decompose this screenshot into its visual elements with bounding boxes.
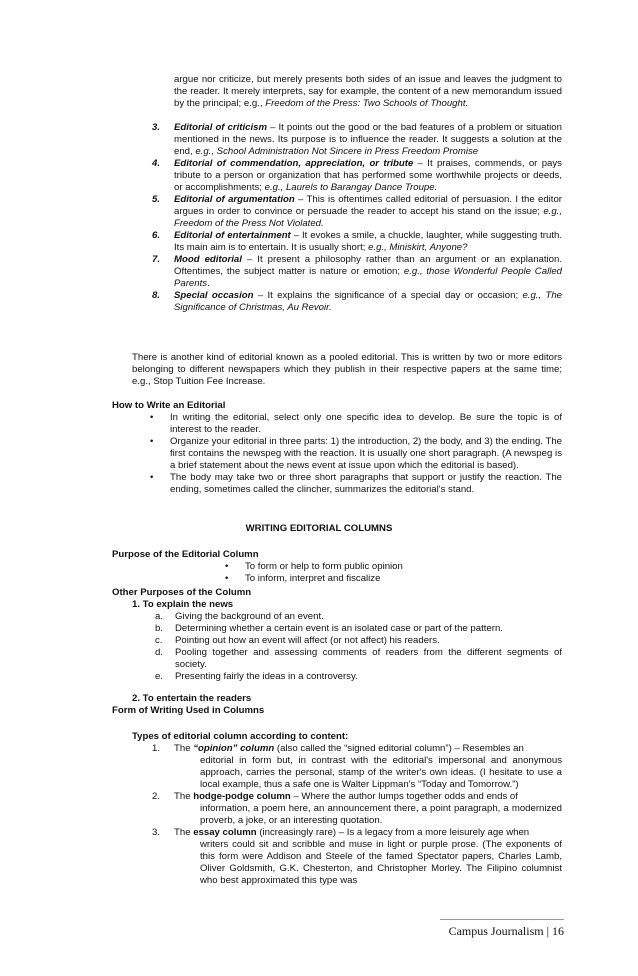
item-title: Editorial of commendation, appreciation, or tribute xyxy=(174,158,414,169)
item-text: information, a poem here, an announcement there, a point paragraph, a modernized proverb, a joke, or an interesting quotation. xyxy=(200,803,562,826)
item-example: e.g., Freedom of the Press Not Violated. xyxy=(174,206,562,229)
other-purposes-heading: Other Purposes of the Column xyxy=(112,587,252,598)
bullet-icon: • xyxy=(150,472,154,483)
purpose-list xyxy=(225,561,525,585)
item-letter: b. xyxy=(155,623,164,634)
item-letter: a. xyxy=(155,611,164,622)
item-text: – It explains the significance of a special day or occasion; xyxy=(253,290,523,301)
item-title: hodge-podge column xyxy=(193,791,291,802)
item-text: Pooling together and assessing comments of readers from the different segments of society. xyxy=(175,647,562,670)
types-heading: Types of editorial column according to content: xyxy=(132,731,349,742)
purpose-heading: Purpose of the Editorial Column xyxy=(112,549,259,560)
intro-example: Freedom of the Press: Two Schools of Thought. xyxy=(265,98,469,109)
list-item xyxy=(152,743,562,791)
list-item xyxy=(150,436,562,472)
item-text: writers could sit and scribble and muse in light or purple prose. (The exponents of this form were Addison and Steele of the famed Spectator papers, Charles Lamb, Oliver Goldsmith, G.K. Chesterton, and Christopher Morley. The Filipino columnist who best approximated this type was xyxy=(200,839,562,886)
item-title: essay column xyxy=(193,827,257,838)
list-item xyxy=(152,194,562,230)
item-number: 8. xyxy=(152,290,161,301)
item-letter: d. xyxy=(155,647,164,658)
item-text: – It present a philosophy rather than an argument or an explanation. Oftentimes, the subject matter is nature or emotion; xyxy=(174,254,562,277)
item-pre: The xyxy=(174,743,194,754)
list-item xyxy=(150,412,562,436)
item-number: 4. xyxy=(152,158,161,169)
item-text: editorial in form but, in contrast with the editorial's impersonal and anonymous approach, carries the personal, stamp of the writer's own ideas. (I hesitate to use a local example, thus a safe one is Walter Lippman's “Today and Tomorrow.”) xyxy=(200,755,562,790)
entertain-heading: 2. To entertain the readers xyxy=(132,693,252,704)
list-item xyxy=(155,635,562,647)
list-item xyxy=(155,623,562,635)
item-number: 3. xyxy=(152,122,161,133)
section-title: WRITING EDITORIAL COLUMNS xyxy=(245,523,393,534)
column-types-list xyxy=(152,743,562,887)
how-to-write-heading: How to Write an Editorial xyxy=(112,400,226,411)
item-title: “opinion” column xyxy=(193,743,275,754)
item-example: e.g., Miniskirt, Anyone? xyxy=(368,242,468,253)
list-item xyxy=(152,290,562,314)
item-text: Pointing out how an event will affect (or not affect) his readers. xyxy=(175,635,440,646)
item-title: Editorial of criticism xyxy=(174,122,268,133)
item-text: – It praises, commends, or pays tribute to a person or organization that has performed some worthwhile projects or deeds, or accomplishments; xyxy=(174,158,562,193)
item-letter: e. xyxy=(155,671,164,682)
item-pre: The xyxy=(174,827,194,838)
item-number: 6. xyxy=(152,230,161,241)
item-letter: c. xyxy=(155,635,163,646)
item-title: Special occasion xyxy=(174,290,254,301)
bullet-icon: • xyxy=(150,436,154,447)
list-item xyxy=(152,230,562,254)
explain-news-heading: 1. To explain the news xyxy=(132,599,234,610)
item-text: To inform, interpret and fiscalize xyxy=(245,573,381,584)
item-example: e.g., Laurels to Barangay Dance Troupe. xyxy=(264,182,438,193)
item-text: To form or help to form public opinion xyxy=(245,561,403,572)
form-of-writing-heading: Form of Writing Used in Columns xyxy=(112,705,265,716)
item-text: – It evokes a smile, a chuckle, laughter, while suggesting truth. Its main aim is to entertain. It is usually short; xyxy=(174,230,562,253)
item-text: Presenting fairly the ideas in a controversy. xyxy=(175,671,358,682)
item-number: 5. xyxy=(152,194,161,205)
bullet-icon: • xyxy=(225,573,229,584)
item-text: The body may take two or three short paragraphs that support or justify the reaction. The ending, sometimes called the clincher, summarizes the editorial's stand. xyxy=(170,472,562,495)
item-title: Editorial of argumentation xyxy=(174,194,295,205)
item-text-first: (increasingly rare) – Is a legacy from a more leisurely age when xyxy=(256,827,530,838)
pooled-editorial-paragraph: There is another kind of editorial known as a pooled editorial. This is written by two or more editors belonging to different newspapers which they publish in their respective papers at the same time; e.g., Stop Tuition Fee Increase. xyxy=(132,352,562,387)
item-example: e.g., School Administration Not Sincere in Press Freedom Promise xyxy=(195,146,479,157)
intro-continuation xyxy=(174,74,562,110)
item-text: Determining whether a certain event is an isolated case or part of the pattern. xyxy=(175,623,503,634)
item-example: e.g., The Significance of Christmas, Au Revoir. xyxy=(174,290,562,313)
item-text: In writing the editorial, select only one specific idea to develop. Be sure the topic is of interest to the reader. xyxy=(170,412,562,435)
item-number: 3. xyxy=(152,827,161,838)
how-to-write-list xyxy=(150,412,562,496)
list-item xyxy=(152,791,562,827)
item-text-first: – Where the author lumps together odds and ends of xyxy=(290,791,518,802)
bullet-icon: • xyxy=(225,561,229,572)
list-item xyxy=(152,158,562,194)
list-item xyxy=(152,122,562,158)
intro-text: argue nor criticize, but merely presents both sides of an issue and leaves the judgment to the reader. It merely interprets, say for example, the content of a new memorandum issued by the principal; e.g., xyxy=(174,74,562,109)
item-text: Giving the background of an event. xyxy=(175,611,324,622)
item-pre: The xyxy=(174,791,194,802)
item-text: – It points out the good or the bad features of a problem or situation mentioned in the news. Its purpose is to influence the reader. It suggests a solution at the end, xyxy=(174,122,562,157)
list-item xyxy=(150,472,562,496)
item-number: 2. xyxy=(152,791,161,802)
item-text: Organize your editorial in three parts: 1) the introduction, 2) the body, and 3) the ending. The first contains the newspeg with the reaction. It is usually one short paragraph. (A newspeg is a brief statement about the news event at issue upon which the editorial is based). xyxy=(170,436,562,471)
editorial-types-list xyxy=(152,122,562,314)
footer-rule xyxy=(440,919,564,920)
item-title: Mood editorial xyxy=(174,254,242,265)
list-item xyxy=(155,611,562,623)
item-example: e.g., those Wonderful People Called Parents xyxy=(174,266,562,289)
item-title: Editorial of entertainment xyxy=(174,230,291,241)
list-item xyxy=(155,647,562,671)
explain-news-list xyxy=(155,611,562,683)
list-item xyxy=(155,671,562,683)
list-item xyxy=(225,561,525,573)
item-text: – This is oftentimes called editorial of persuasion. I the editor argues in order to convince or persuade the reader to accept his stand on the issue; xyxy=(174,194,562,217)
item-text-first: (also called the “signed editorial column”) – Resembles an xyxy=(274,743,524,754)
list-item xyxy=(225,573,525,585)
list-item xyxy=(152,827,562,887)
item-number: 7. xyxy=(152,254,161,265)
bullet-icon: • xyxy=(150,412,154,423)
item-tail: . xyxy=(207,278,210,289)
item-number: 1. xyxy=(152,743,161,754)
list-item xyxy=(152,254,562,290)
page-footer: Campus Journalism | 16 xyxy=(448,924,564,938)
